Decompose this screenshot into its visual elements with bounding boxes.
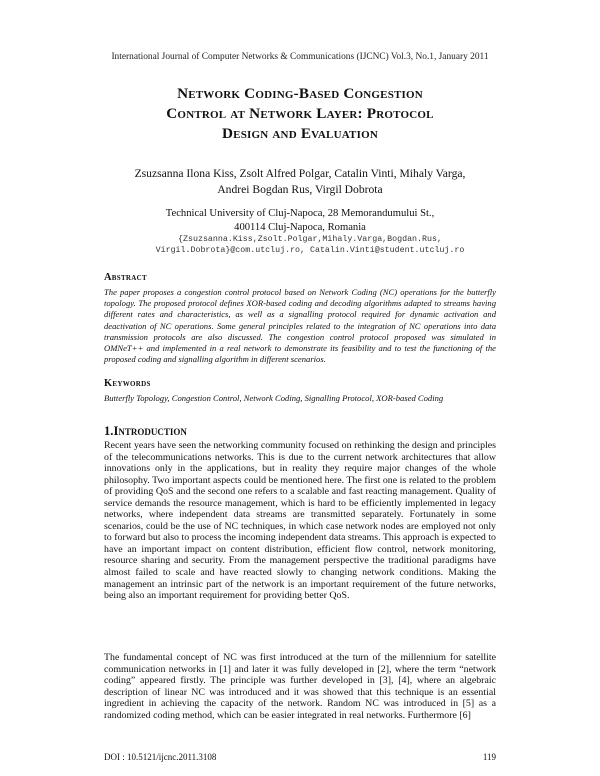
paper-title	[60, 84, 540, 144]
doi-link[interactable]: DOI : 10.5121/ijcnc.2011.3108	[104, 752, 217, 762]
affiliation	[80, 207, 520, 234]
introduction-paragraph-1: Recent years have seen the networking community focused on rethinking the design and principles of the telecommunications networks. This is due to the current network architectures that allow innovations only in the applications, but in reality they require major changes of the whole philosophy. Two important aspects could be mentioned here. The first one is related to the problem of providing QoS and the second one refers to a scalable and fast reacting management. Quality of service demands the resource management, which is hard to be efficiently implemented in legacy networks, where independent data streams are transmitted separately. Fortunately in some scenarios, could be the use of NC techniques, in which case network nodes are employed not only to forward but also to process the incoming independent data streams. This approach is expected to have an important impact on content distribution, efficient flow control, network monitoring, resource sharing and security. From the management perspective the traditional paradigms have almost failed to scale and have reacted slowly to changing network conditions. Making the management an intrinsic part of the network is an important requirement of the future networks, being also an important requirement for providing better QoS.	[104, 440, 496, 602]
introduction-heading	[104, 424, 187, 439]
emails-line-2: Virgil.Dobrota}@com.utcluj.ro, Catalin.Vinti@student.utcluj.ro	[155, 246, 465, 255]
affiliation-line-1: Technical University of Cluj-Napoca, 28 Memorandumului St.,	[165, 208, 435, 219]
affiliation-line-2: 400114 Cluj-Napoca, Romania	[234, 221, 366, 233]
abstract-text: The paper proposes a congestion control protocol based on Network Coding (NC) operations for the butterfly topology. The proposed protocol defines XOR-based coding and decoding algorithms adapted to streams having different rates and characteristics, as well as a signalling protocol required for dynamic activation and deactivation of NC operations. Some general principles related to the integration of NC operations into data transmission protocols are also discussed. The congestion control protocol proposed was simulated in OMNeT++ and implemented in a real network to demonstrate its feasibility and to test the functioning of the proposed coding and signalling algorithm in different scenarios.	[104, 287, 496, 365]
authors-line-1: Zsuzsanna Ilona Kiss, Zsolt Alfred Polgar, Catalin Vinti, Mihaly Varga,	[134, 167, 466, 180]
section-initial: I	[113, 424, 119, 438]
author-emails	[100, 234, 520, 256]
section-number: 1.	[104, 424, 114, 438]
title-line-3: Design and Evaluation	[222, 125, 378, 142]
page-footer	[104, 752, 496, 762]
keywords-heading: Keywords	[104, 378, 151, 389]
introduction-paragraph-2: The fundamental concept of NC was first introduced at the turn of the millennium for satellite communication networks in [1] and later it was fully developed in [2], where the term “network coding” appeared firstly. The principle was further developed in [3], [4], where an algebraic description of linear NC was introduced and it was showed that this technique is an essential ingredient in achieving the capacity of the network. Random NC was introduced in [5] as a randomized coding method, which can be easier integrated in real networks. Furthermore [6]	[104, 652, 496, 721]
running-head: International Journal of Computer Networks & Communications (IJCNC) Vol.3, No.1, January 2011	[111, 52, 489, 62]
keywords-text: Butterfly Topology, Congestion Control, Network Coding, Signalling Protocol, XOR-based Coding	[104, 393, 444, 403]
title-line-2: Control at Network Layer: Protocol	[166, 105, 434, 122]
emails-line-1: {Zsuzsanna.Kiss,Zsolt.Polgar,Mihaly.Varga,Bogdan.Rus,	[178, 235, 442, 244]
abstract-heading: Abstract	[104, 272, 147, 283]
section-title-rest: ntroduction	[118, 424, 187, 438]
title-line-1: Network Coding-Based Congestion	[177, 85, 423, 102]
page-number: 119	[482, 752, 496, 762]
authors-line-2: Andrei Bogdan Rus, Virgil Dobrota	[217, 183, 383, 196]
author-list	[80, 166, 520, 198]
